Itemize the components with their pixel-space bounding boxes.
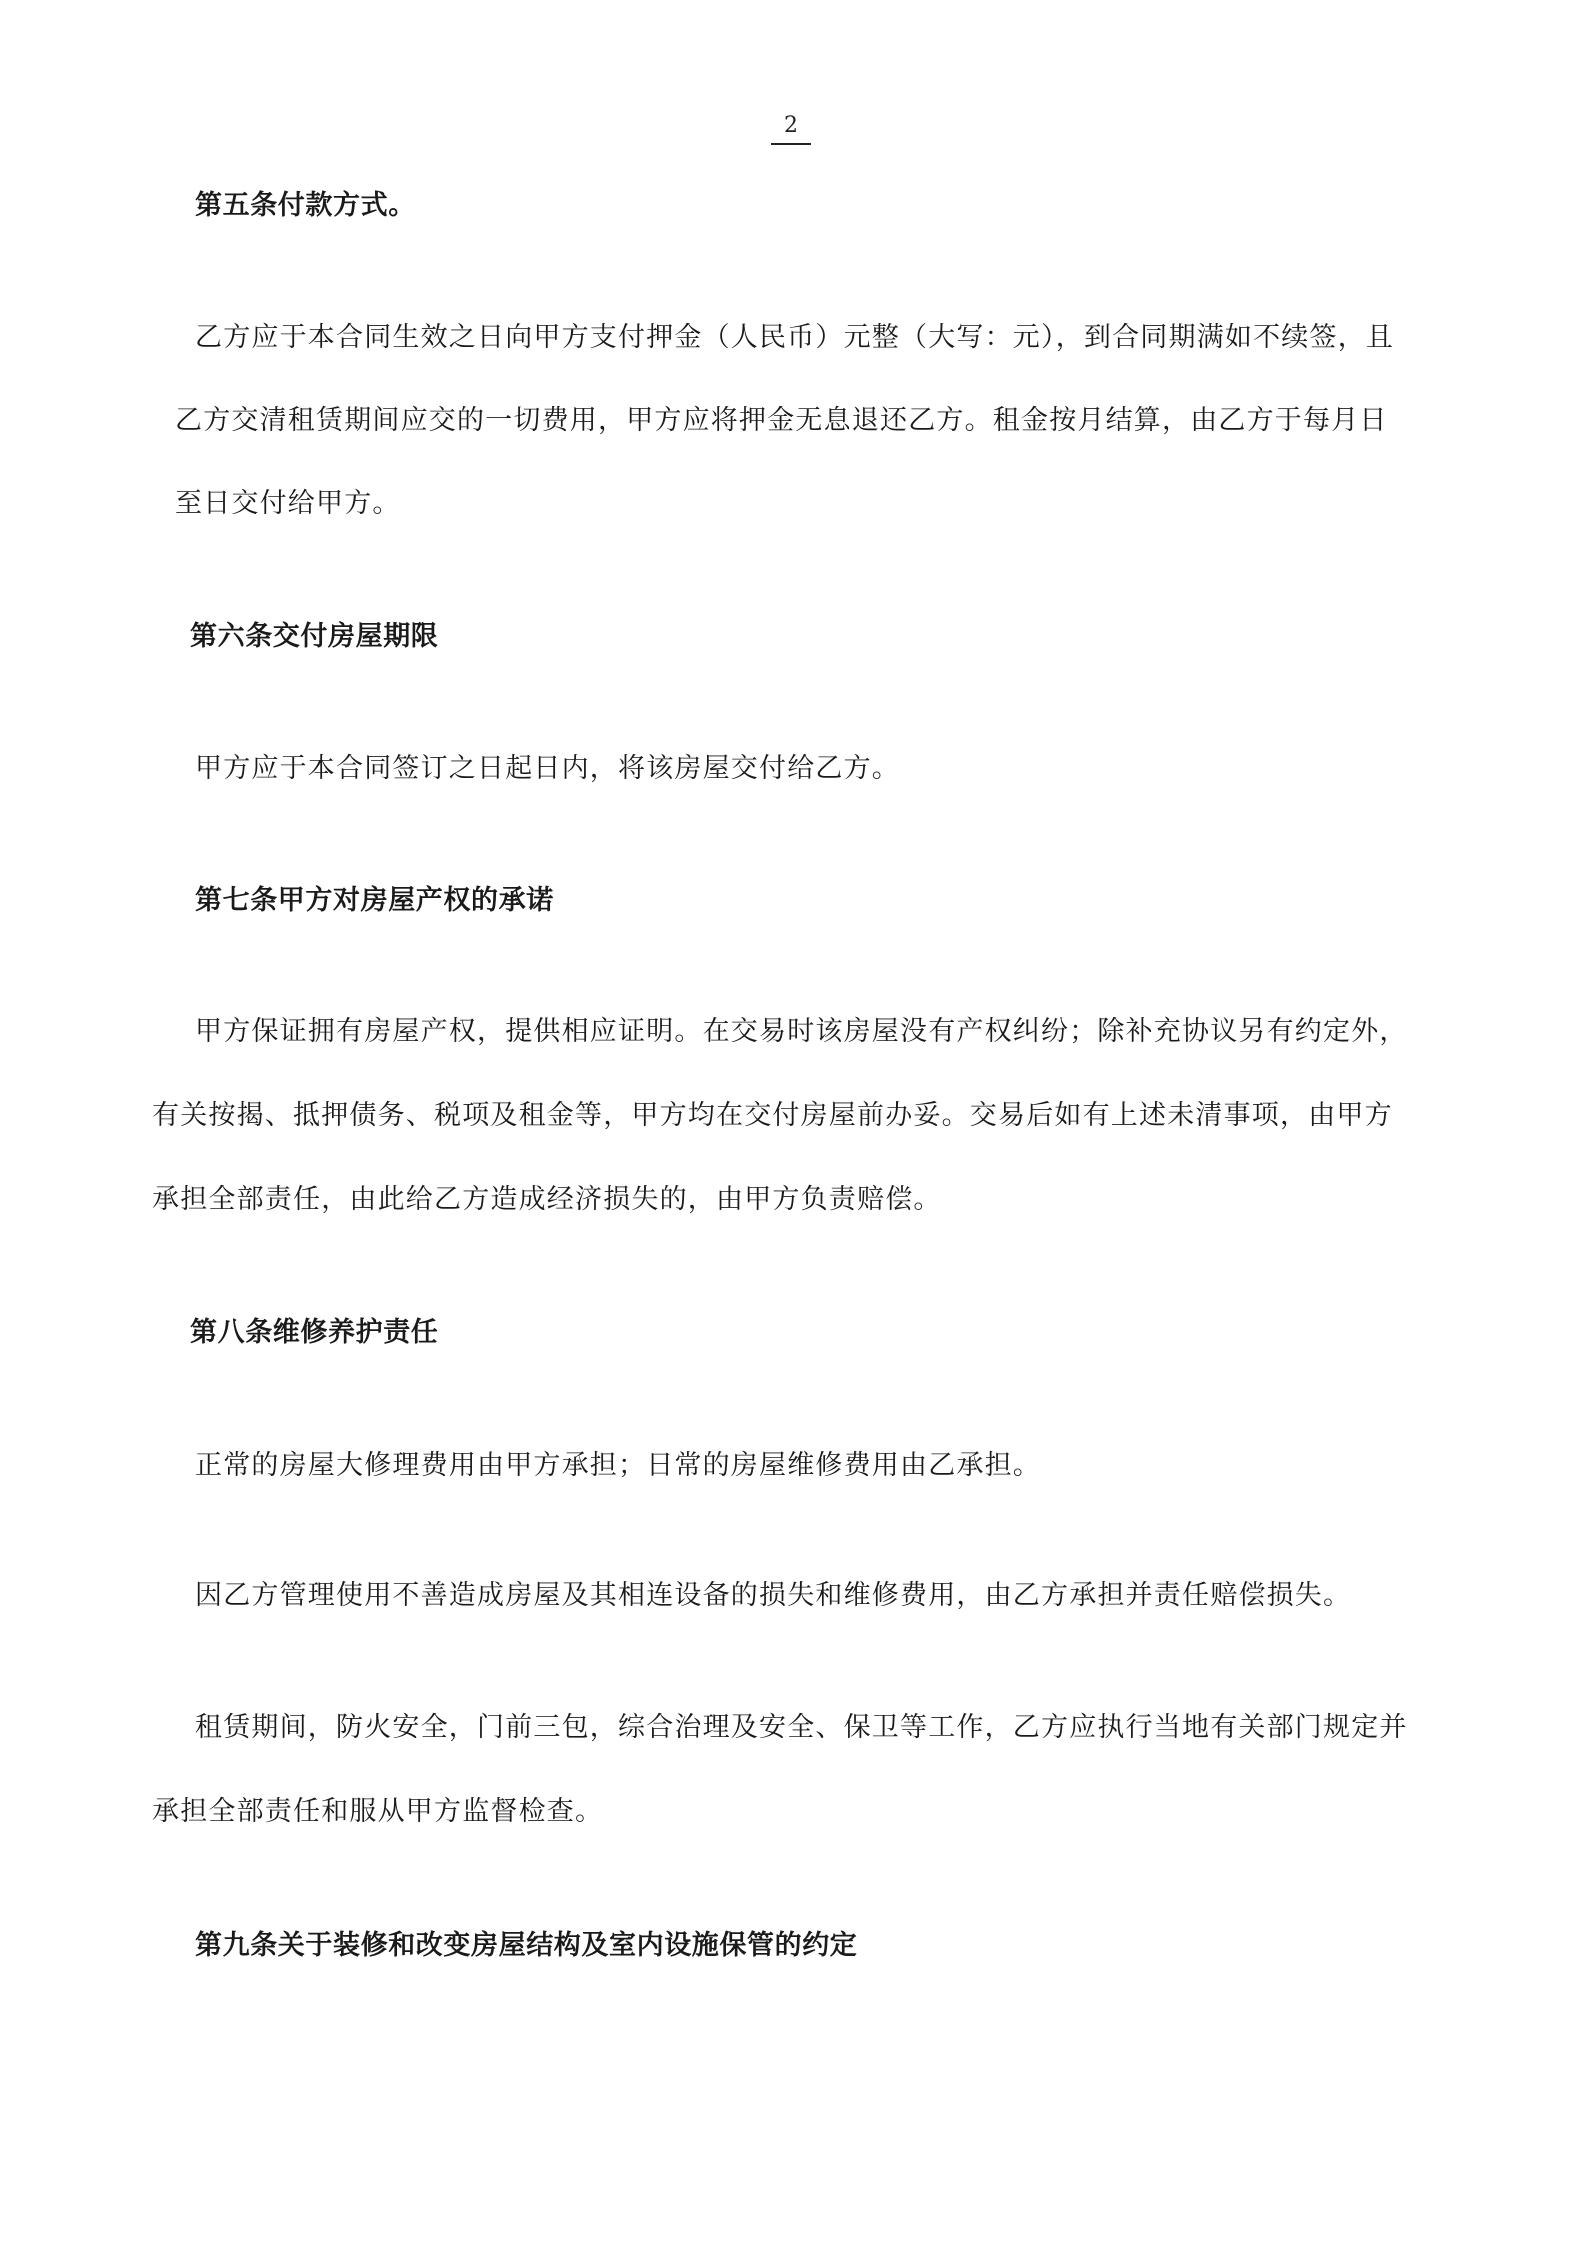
section-5-line-3: 至日交付给甲方。 bbox=[175, 488, 401, 519]
section-6-heading: 第六条交付房屋期限 bbox=[190, 621, 439, 652]
section-8-line-4: 承担全部责任和服从甲方监督检查。 bbox=[152, 1796, 604, 1827]
section-8-heading: 第八条维修养护责任 bbox=[190, 1317, 439, 1348]
section-5-heading: 第五条付款方式。 bbox=[195, 190, 416, 221]
section-6-line-1: 甲方应于本合同签订之日起日内，将该房屋交付给乙方。 bbox=[195, 753, 900, 784]
section-7-line-1: 甲方保证拥有房屋产权，提供相应证明。在交易时该房屋没有产权纠纷；除补充协议另有约定外， bbox=[195, 1016, 1408, 1047]
section-8-line-1: 正常的房屋大修理费用由甲方承担；日常的房屋维修费用由乙承担。 bbox=[195, 1450, 1041, 1481]
section-7-line-3: 承担全部责任，由此给乙方造成经济损失的，由甲方负责赔偿。 bbox=[152, 1184, 942, 1215]
section-5-line-2: 乙方交清租赁期间应交的一切费用，甲方应将押金无息退还乙方。租金按月结算，由乙方于每月日 bbox=[175, 405, 1388, 436]
section-5-line-1: 乙方应于本合同生效之日向甲方支付押金（人民币）元整（大写：元），到合同期满如不续签，且 bbox=[195, 322, 1395, 353]
section-8-line-3: 租赁期间，防火安全，门前三包，综合治理及安全、保卫等工作，乙方应执行当地有关部门规定并 bbox=[195, 1712, 1408, 1743]
page-number: 2 bbox=[771, 112, 811, 145]
section-8-line-2: 因乙方管理使用不善造成房屋及其相连设备的损失和维修费用，由乙方承担并责任赔偿损失。 bbox=[195, 1580, 1352, 1611]
section-9-heading: 第九条关于装修和改变房屋结构及室内设施保管的约定 bbox=[195, 1930, 858, 1961]
section-7-heading: 第七条甲方对房屋产权的承诺 bbox=[195, 885, 554, 916]
section-7-line-2: 有关按揭、抵押债务、税项及租金等，甲方均在交付房屋前办妥。交易后如有上述未清事项，由甲方 bbox=[152, 1100, 1393, 1131]
